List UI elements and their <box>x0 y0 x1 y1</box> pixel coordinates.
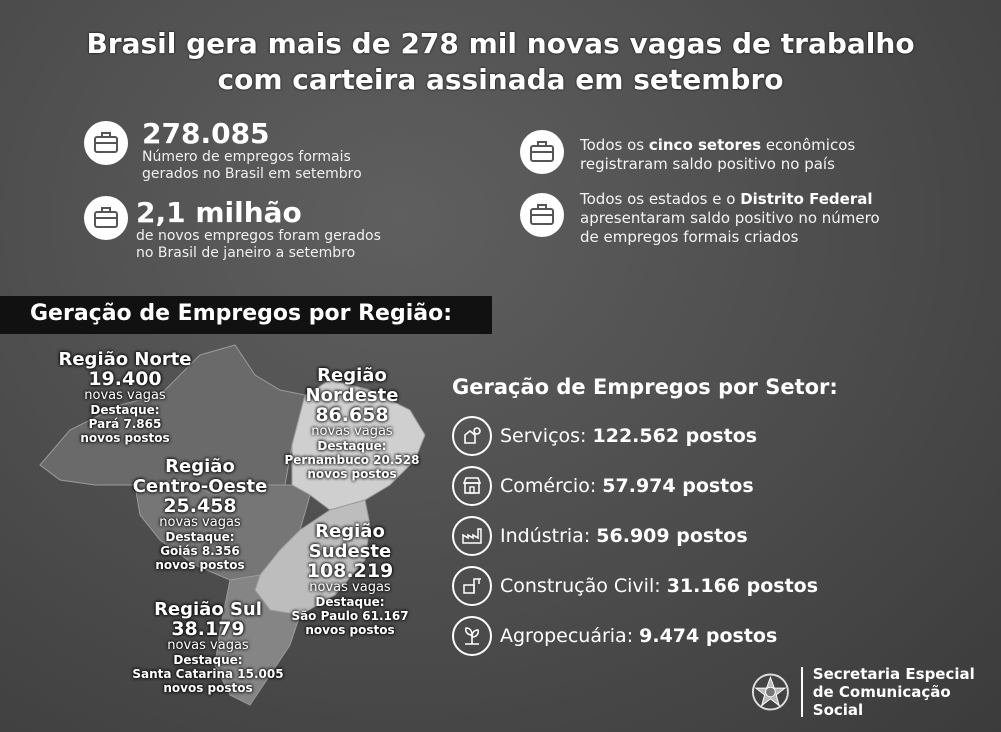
fact-states-line3: de empregos formais criados <box>580 228 799 246</box>
plant-icon <box>452 616 492 656</box>
region-sul-value: 38.179 <box>171 618 245 640</box>
stat-year-value: 2,1 milhão <box>136 196 302 229</box>
sector-row-agriculture <box>452 616 777 656</box>
region-sudeste-name-2: Sudeste <box>308 541 392 562</box>
region-norte-unit: novas vagas <box>84 388 166 403</box>
stat-month-value: 278.085 <box>142 117 270 150</box>
region-centro-oeste-postos: novos postos <box>155 558 245 572</box>
fact-sectors-post: econômicos <box>761 136 856 154</box>
region-sudeste-destaque-label: Destaque: <box>315 595 385 609</box>
fact-sectors <box>580 136 855 174</box>
region-centro-oeste-name-2: Centro-Oeste <box>132 476 268 497</box>
title-line-2: com carteira assinada em setembro <box>217 63 784 96</box>
region-norte-name: Região Norte <box>58 349 192 370</box>
region-sul-name: Região Sul <box>154 599 262 620</box>
region-sul-destaque: Santa Catarina 15.005 <box>132 667 284 681</box>
regions-title: Geração de Empregos por Região: <box>30 301 453 326</box>
region-centro-oeste-value: 25.458 <box>163 495 237 517</box>
sector-industry-label: Indústria: <box>500 525 597 547</box>
page-title <box>0 26 1001 98</box>
services-icon <box>452 416 492 456</box>
sector-services-label: Serviços: <box>500 425 593 447</box>
region-sudeste <box>280 522 420 637</box>
fact-states-pre: Todos os estados e o <box>580 190 741 208</box>
sector-agriculture-label: Agropecuária: <box>500 625 640 647</box>
region-nordeste-value: 86.658 <box>315 404 389 426</box>
sectors-title: Geração de Empregos por Setor: <box>452 375 838 399</box>
region-centro-oeste <box>120 457 280 572</box>
sector-commerce-label: Comércio: <box>500 475 603 497</box>
sector-row-industry <box>452 516 748 556</box>
title-line-1: Brasil gera mais de 278 mil novas vagas de trabalho <box>86 27 915 60</box>
region-nordeste <box>282 366 422 481</box>
region-nordeste-postos: novos postos <box>307 467 397 481</box>
construction-icon <box>452 566 492 606</box>
region-sul-destaque-label: Destaque: <box>173 653 243 667</box>
coat-of-arms-icon <box>750 671 791 713</box>
fact-sectors-pre: Todos os <box>580 136 649 154</box>
stat-month-desc-2: gerados no Brasil em setembro <box>142 166 362 182</box>
footer <box>750 665 1001 719</box>
region-nordeste-destaque: Pernambuco 20.528 <box>284 453 420 467</box>
footer-line-2: de Comunicação Social <box>812 683 951 719</box>
store-icon <box>452 466 492 506</box>
sector-row-services <box>452 416 757 456</box>
region-norte-destaque-label: Destaque: <box>90 403 160 417</box>
region-sudeste-value: 108.219 <box>306 560 394 582</box>
region-sudeste-unit: novas vagas <box>309 580 391 595</box>
footer-divider <box>801 667 803 717</box>
fact-states-bold: Distrito Federal <box>740 190 873 208</box>
stat-year-desc-1: de novos empregos foram gerados <box>136 228 381 244</box>
region-norte-postos: novos postos <box>80 431 170 445</box>
stat-month-desc-1: Número de empregos formais <box>142 149 351 165</box>
region-nordeste-name-1: Região <box>317 365 387 386</box>
briefcase-icon <box>84 121 128 165</box>
sector-row-construction <box>452 566 818 606</box>
fact-states-line2: apresentaram saldo positivo no número <box>580 209 880 227</box>
region-sul-postos: novos postos <box>163 681 253 695</box>
region-sudeste-postos: novos postos <box>305 623 395 637</box>
region-nordeste-destaque-label: Destaque: <box>317 439 387 453</box>
sector-services-value: 122.562 postos <box>592 425 758 447</box>
stat-year <box>136 198 381 262</box>
briefcase-icon <box>520 130 564 174</box>
sector-construction-value: 31.166 postos <box>666 575 819 597</box>
footer-line-1: Secretaria Especial <box>812 665 975 683</box>
sector-agriculture-value: 9.474 postos <box>639 625 778 647</box>
briefcase-icon <box>84 196 128 240</box>
sector-construction-label: Construção Civil: <box>500 575 667 597</box>
stat-year-desc-2: no Brasil de janeiro a setembro <box>136 245 356 261</box>
region-nordeste-unit: novas vagas <box>311 424 393 439</box>
factory-icon <box>452 516 492 556</box>
sector-industry-value: 56.909 postos <box>596 525 748 547</box>
regions-banner <box>0 296 492 334</box>
region-centro-oeste-destaque: Goiás 8.356 <box>160 544 240 558</box>
region-norte-destaque: Pará 7.865 <box>88 417 162 431</box>
region-norte-value: 19.400 <box>88 368 162 390</box>
sector-row-commerce <box>452 466 754 506</box>
region-sudeste-name-1: Região <box>315 521 385 542</box>
region-sul <box>128 600 288 695</box>
stat-month <box>142 119 362 183</box>
region-sul-unit: novas vagas <box>167 638 249 653</box>
fact-sectors-line2: registraram saldo positivo no país <box>580 155 835 173</box>
footer-text <box>813 665 1001 719</box>
fact-sectors-bold: cinco setores <box>648 136 762 154</box>
sector-commerce-value: 57.974 postos <box>602 475 754 497</box>
region-nordeste-name-2: Nordeste <box>305 385 399 406</box>
region-sudeste-destaque: São Paulo 61.167 <box>291 609 409 623</box>
region-centro-oeste-name-1: Região <box>165 456 235 477</box>
region-centro-oeste-unit: novas vagas <box>159 515 241 530</box>
region-norte <box>40 350 210 445</box>
region-centro-oeste-destaque-label: Destaque: <box>165 530 235 544</box>
briefcase-icon <box>520 193 564 237</box>
fact-states <box>580 190 880 247</box>
